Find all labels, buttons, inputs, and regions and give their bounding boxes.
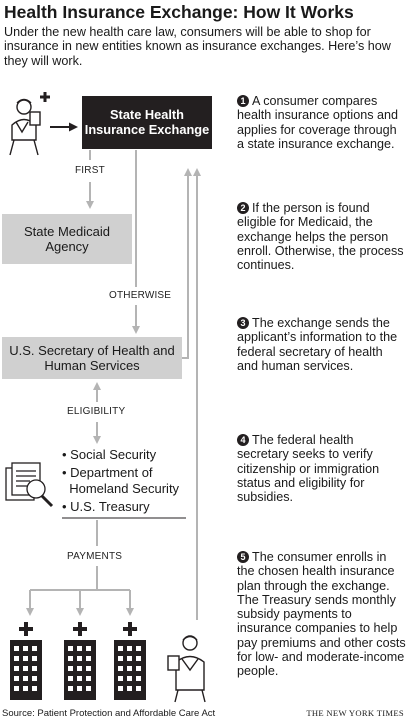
step-1: 1 A consumer compares health insurance options and applies for coverage through a state insurance exchange. xyxy=(237,94,399,151)
eligibility-label: ELIGIBILITY xyxy=(67,406,126,417)
consumer-with-cross-icon xyxy=(10,92,50,155)
payments-label: PAYMENTS xyxy=(67,551,123,562)
hospital-building-icon xyxy=(114,622,146,700)
first-label: FIRST xyxy=(75,165,105,176)
step-3: 3 The exchange sends the applicant’s information to the federal secretary of health and human services. xyxy=(237,316,398,373)
step-5: 5 The consumer enrolls in the chosen health insurance plan through the exchange. The Treasury sends monthly subsidy payments to insurance companies to help pay premiums and other costs for low- and moderate-income people. xyxy=(237,550,406,679)
step-number-badge: 3 xyxy=(237,317,249,329)
page-title: Health Insurance Exchange: How It Works xyxy=(4,2,354,22)
intro-text: Under the new health care law, consumers will be able to shop for insurance in new entities known as insurance exchanges. Here’s how they will work. xyxy=(4,25,391,68)
step-number-badge: 1 xyxy=(237,95,249,107)
documents-magnifier-icon xyxy=(6,463,52,506)
agency-treasury: • U.S. Treasury xyxy=(62,499,150,514)
step-number-badge: 2 xyxy=(237,202,249,214)
step-4: 4 The federal health secretary seeks to verify citizenship or immigration status and eligibility for subsidies. xyxy=(237,433,380,505)
hospital-building-icon xyxy=(64,622,96,700)
step-2: 2 If the person is found eligible for Medicaid, the exchange helps the person enroll. Otherwise, the process continues. xyxy=(237,201,404,273)
agency-homeland-security: • Department of Homeland Security xyxy=(62,465,180,496)
credit-line: THE NEW YORK TIMES xyxy=(306,708,404,718)
consumer-with-document-icon xyxy=(168,636,205,702)
agency-social-security: • Social Security xyxy=(62,447,157,462)
step-number-badge: 4 xyxy=(237,434,249,446)
state-health-insurance-exchange-box: State Health Insurance Exchange xyxy=(82,96,212,149)
otherwise-label: OTHERWISE xyxy=(109,290,172,301)
source-note: Source: Patient Protection and Affordable Care Act xyxy=(2,708,216,719)
step-number-badge: 5 xyxy=(237,551,249,563)
hospital-building-icon xyxy=(10,622,42,700)
us-secretary-health-box: U.S. Secretary of Health and Human Services xyxy=(2,337,182,379)
state-medicaid-agency-box: State Medicaid Agency xyxy=(2,214,132,264)
